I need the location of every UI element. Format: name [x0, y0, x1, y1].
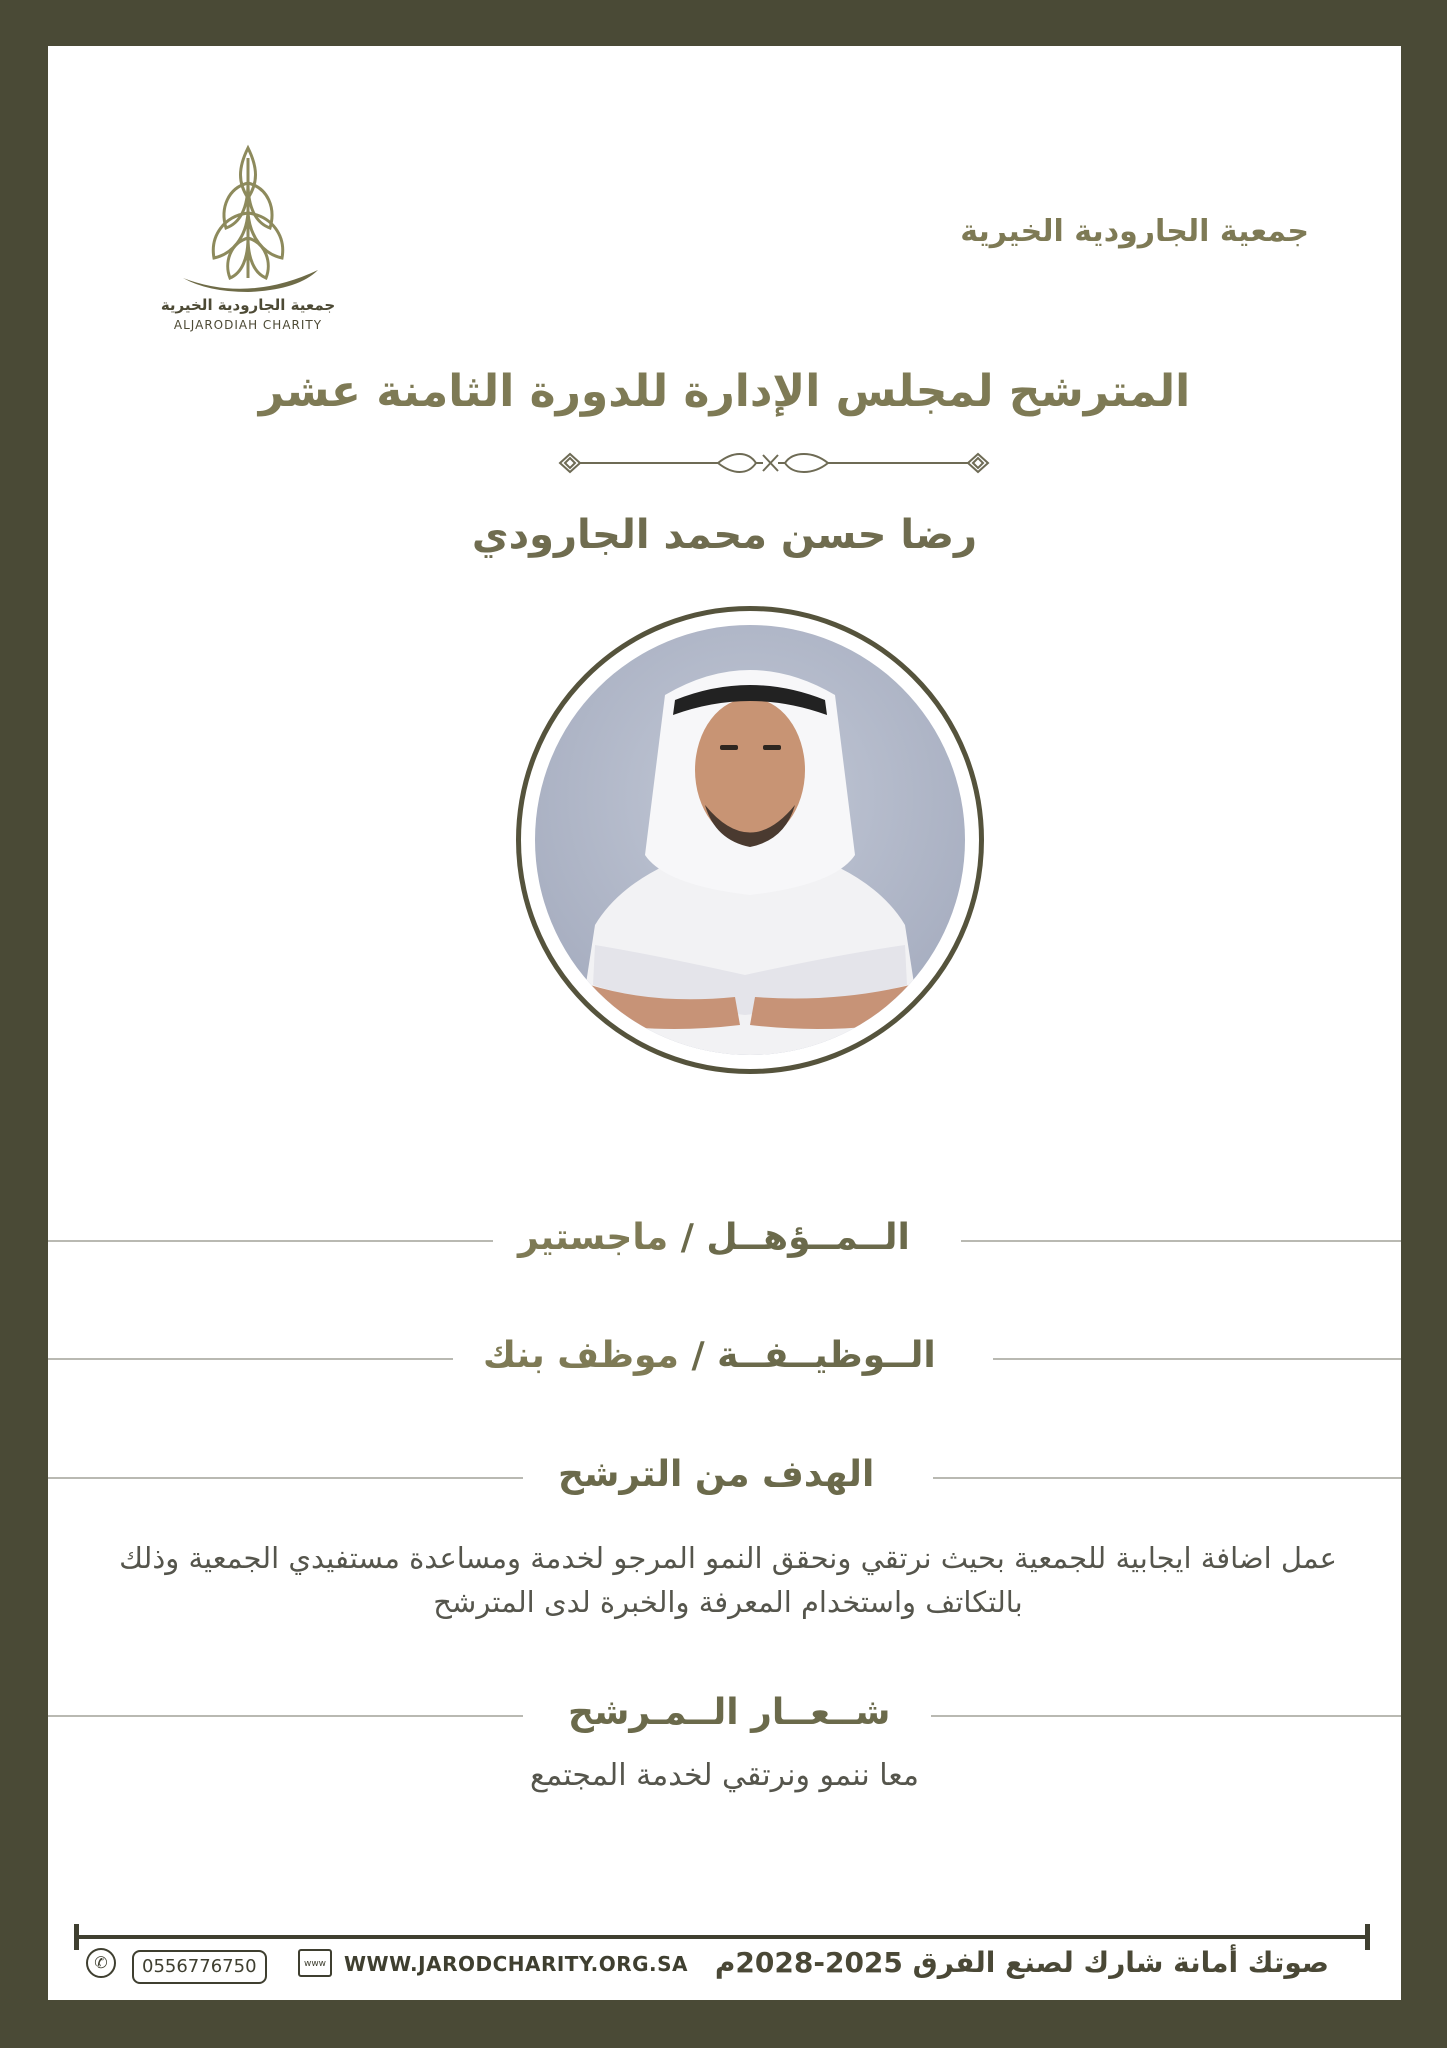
slogan-text: معا ننمو ونرتقي لخدمة المجتمع — [530, 1758, 919, 1793]
qualification-row — [48, 1211, 1401, 1271]
ornament-divider-icon — [558, 446, 998, 480]
logo-text-arabic: جمعية الجارودية الخيرية — [160, 296, 336, 314]
divider-line — [993, 1358, 1401, 1360]
qualification-label — [518, 1217, 910, 1258]
divider-line — [48, 1358, 453, 1360]
goal-heading-row — [48, 1448, 1401, 1508]
goal-heading: الهدف من الترشح — [558, 1454, 875, 1495]
charity-logo — [148, 128, 348, 332]
candidate-portrait-icon — [535, 625, 965, 1055]
phone-number[interactable]: 0556776750 — [132, 1950, 267, 1984]
wheat-logo-icon — [148, 128, 348, 298]
job-key: الــوظيــفــة / — [678, 1335, 936, 1376]
divider-line — [48, 1715, 523, 1717]
logo-text-english: ALJARODIAH CHARITY — [173, 318, 323, 332]
organization-name: جمعية الجارودية الخيرية — [960, 214, 1309, 249]
footer-slogan: صوتك أمانة شارك لصنع الفرق 2025-2028م — [714, 1946, 1329, 1979]
candidate-name: رضا حسن محمد الجارودي — [471, 512, 978, 558]
divider-line — [48, 1477, 523, 1479]
divider-line — [933, 1477, 1401, 1479]
phone-icon: ✆ — [86, 1948, 116, 1978]
qualification-value: ماجستير — [518, 1217, 669, 1258]
slogan-heading-row — [48, 1686, 1401, 1746]
qualification-key: الــمــؤهــل / — [668, 1217, 910, 1258]
divider-line — [961, 1240, 1401, 1242]
page-title: المترشح لمجلس الإدارة للدورة الثامنة عشر — [258, 366, 1191, 417]
job-row — [48, 1329, 1401, 1389]
job-label — [483, 1335, 936, 1376]
website-link[interactable]: WWW.JARODCHARITY.ORG.SA — [344, 1952, 689, 1976]
slogan-heading: شــعــار الــمـرشح — [568, 1692, 891, 1733]
job-value: موظف بنك — [483, 1335, 679, 1376]
divider-line — [931, 1715, 1401, 1717]
candidate-flyer — [48, 46, 1401, 2000]
candidate-photo-frame — [516, 606, 984, 1074]
goal-text: عمل اضافة ايجابية للجمعية بحيث نرتقي ونحقق النمو المرجو لخدمة ومساعدة مستفيدي الجمعية وذلك بالتكاتف واستخدام المعرفة والخبرة لدى المترشح — [119, 1541, 1337, 1619]
website-icon: www — [298, 1949, 332, 1977]
divider-line — [48, 1240, 493, 1242]
